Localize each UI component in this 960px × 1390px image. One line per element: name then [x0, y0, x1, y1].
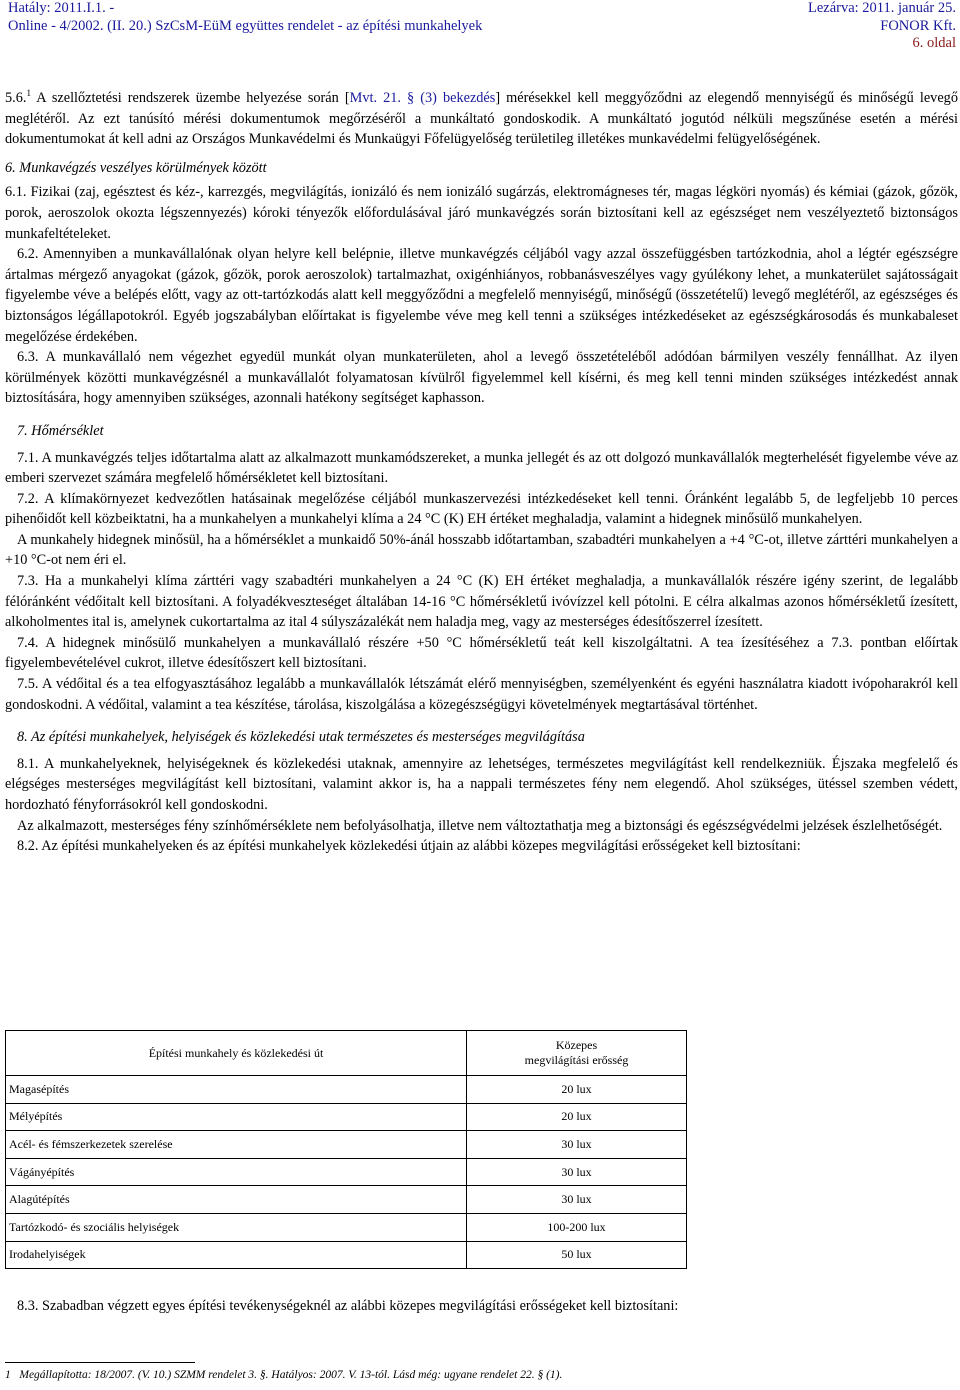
- footnote-number: 1: [5, 1369, 11, 1381]
- table-cell-lux: 30 lux: [467, 1158, 687, 1186]
- illumination-table: [5, 1030, 687, 1269]
- paragraph-6-1: 6.1. Fizikai (zaj, egésztest és kéz-, karrezgés, megvilágítás, ionizáló és nem ionizáló sugárzás, elektromágneses tér, magas légköri nyomás) és kémiai (gázok, gőzök, porok, aeroszolok okozta légszennyezés) kóroki tényezők előfordulásával járó munkavégzés során biztosítani kell az egészséget nem veszélyeztető biztonságos munkafeltételeket.: [5, 184, 958, 242]
- table-cell-lux: 20 lux: [467, 1103, 687, 1131]
- table-cell-lux: 30 lux: [467, 1131, 687, 1159]
- table-header-illuminance-line2: megvilágítási erősség: [524, 1053, 629, 1067]
- footnote: [5, 1369, 562, 1381]
- table-cell-lux: 50 lux: [467, 1241, 687, 1269]
- section-5-6-text-b: ] mérésekkel kell meggyőződni az elegendő mennyiségű és minőségű levegő meglétéről. Az ezt tanúsító mérési dokumentumok megőrzéséről a munkáltató gondoskodik. A munkáltató jogutód nélküli megszűnése esetén a mérési dokumentumokat át kell adni az Országos Munkavédelmi és Munkaügyi Főfelügyelőség területileg illetékes munkavédelmi felügyelőségének.: [5, 90, 958, 148]
- section-5-6: [5, 88, 958, 150]
- table-row: [6, 1103, 687, 1131]
- table-cell-place: Acél- és fémszerkezetek szerelése: [6, 1131, 467, 1159]
- header-page-number: 6. oldal: [912, 35, 956, 51]
- section-5-6-text-a: A szellőztetési rendszerek üzembe helyezése során [: [30, 90, 350, 106]
- table-cell-place: Magasépítés: [6, 1076, 467, 1104]
- table-row: [6, 1158, 687, 1186]
- header-left: [8, 0, 482, 35]
- table-row: [6, 1186, 687, 1214]
- table-cell-place: Tartózkodó- és szociális helyiségek: [6, 1213, 467, 1241]
- paragraph-7-2: 7.2. A klímakörnyezet kedvezőtlen hatásainak megelőzése céljából munkaszervezési intézkedéseket kell tenni. Óránként legalább 5, de legfeljebb 10 perces pihenőidőt kell közbeiktatni, ha a munkahelyen a munkahelyi klíma a 24 °C (K) EH értéket meghaladja, valamint a hidegnek minősülő munkahelyen.: [5, 490, 958, 528]
- table-header-row: [6, 1031, 687, 1076]
- section-6-heading: 6. Munkavégzés veszélyes körülmények között: [5, 159, 267, 176]
- table-row: [6, 1241, 687, 1269]
- table-cell-lux: 30 lux: [467, 1186, 687, 1214]
- paragraph-7-4: 7.4. A hidegnek minősülő munkahelyen a munkavállaló részére +50 °C hőmérsékletű teát kell kiszolgáltatni. A tea ízesítéséhez a 7.3. pontban előírtak figyelembevételével cukrot, illetve édesítőszert kell biztosítani.: [5, 634, 958, 672]
- paragraph-8-1-color: Az alkalmazott, mesterséges fény színhőmérséklete nem befolyásolhatja, illetve nem változtathatja meg a biztonsági és egészségvédelmi jelzések észlelhetőségét.: [17, 817, 943, 834]
- table-header-illuminance-line1: Közepes: [555, 1038, 598, 1052]
- law-reference-link[interactable]: Mvt. 21. § (3) bekezdés: [349, 90, 496, 106]
- section-7-heading: 7. Hőmérséklet: [17, 422, 104, 439]
- table-cell-lux: 100-200 lux: [467, 1213, 687, 1241]
- header-validity: Hatály: 2011.I.1. -: [8, 0, 115, 16]
- table-cell-place: Irodahelyiségek: [6, 1241, 467, 1269]
- table-header-place: Építési munkahely és közlekedési út: [6, 1031, 467, 1076]
- section-8-heading: 8. Az építési munkahelyek, helyiségek és közlekedési utak természetes és mesterséges megvilágítása: [17, 729, 585, 746]
- section-5-6-number: 5.6.: [5, 90, 27, 106]
- footnote-divider: [5, 1362, 195, 1363]
- header-publisher: FONOR Kft.: [880, 17, 956, 34]
- header-closed-date: Lezárva: 2011. január 25.: [807, 0, 956, 16]
- table-cell-place: Mélyépítés: [6, 1103, 467, 1131]
- paragraph-6-3: 6.3. A munkavállaló nem végezhet egyedül munkát olyan munkaterületen, ahol a levegő összetételéből adódóan bármilyen veszély fennállhat. Az ilyen körülmények közötti munkavégzésnél a munkavállalót folyamatosan kívülről figyelemmel kell kísérni, és meg kell tenni minden szükséges intézkedést annak biztosítására, hogy amennyiben szükséges, azonnali hatékony segítséget kaphasson.: [5, 349, 958, 407]
- table-cell-lux: 20 lux: [467, 1076, 687, 1104]
- section-8-3-block: [5, 1296, 958, 1316]
- table-row: [6, 1076, 687, 1104]
- table-cell-place: Alagútépítés: [6, 1186, 467, 1214]
- header-document-title: Online - 4/2002. (II. 20.) SzCsM-EüM együttes rendelet - az építési munkahelyek: [8, 17, 483, 34]
- paragraph-7-5: 7.5. A védőital és a tea elfogyasztásához legalább a munkavállalók létszámát elérő mennyiségben, személyenként és egyéni használatra kiadott ivópoharakról kell gondoskodni. A védőital, valamint a tea készítése, tárolása, kiszolgálása a közegészségügyi követelmények megtartásával történhet.: [5, 676, 958, 713]
- table-row: [6, 1131, 687, 1159]
- document-body: [5, 88, 958, 857]
- paragraph-7-2-cold: A munkahely hidegnek minősül, ha a hőmérséklet a munkaidő 50%-ánál hosszabb időtartamban, szabadtéri munkahelyen a +4 °C-ot, illetve zárttéri munkahelyen a +10 °C-ot nem éri el.: [5, 531, 958, 569]
- paragraph-8-1: 8.1. A munkahelyeknek, helyiségeknek és közlekedési utaknak, amennyire az lehetséges, természetes megvilágítást kell rendelkezniük. Éjszaka megfelelő és elégséges mesterséges megvilágítást kell biztosítani, valamint akkor is, ha a nappali természetes fény nem elegendő. Ahol szükséges, ütéssel szemben védett, hordozható fényforrásokról kell gondoskodni.: [5, 755, 958, 813]
- paragraph-7-3: 7.3. Ha a munkahelyi klíma zárttéri vagy szabadtéri munkahelyen a 24 °C (K) EH értéket meghaladja, a munkavállalók részére igény szerint, de legalább félóránként védőitalt kell biztosítani. A folyadékveszteséget általában 14-16 °C hőmérsékletű ivóvízzel kell pótolni. E célra alkalmas azonos hőmérsékletű ízesített, alkoholmentes ital is, amelynek cukortartalma az ital 4 súlyszázalékát nem haladja meg, vagy az mesterséges édesítőszerrel ízesített.: [5, 573, 958, 631]
- paragraph-6-2: 6.2. Amennyiben a munkavállalónak olyan helyre kell belépnie, illetve munkavégzés céljából vagy azzal összefüggésben tartózkodnia, ahol a légtér egészségre ártalmas mérgező anyagokat (gázok, gőzök, porok aeroszolok) tartalmazhat, oxigénhiányos, robbanásveszélyes vagy gyúlékony lehet, a munkaterület sajátosságait figyelembe véve a belépés előtt, vagy az ott-tartózkodás alatt kell meggyőződni a megfelelő mennyiségű, minőségű (összetételű) levegő meglétéről, az egészséges és biztonságos légállapotokról. Egyéb jogszabályban előírtakat is figyelembe véve meg kell tenni a szükséges intézkedéseket az egészségkárosodás és munkabaleset megelőzése érdekében.: [5, 246, 958, 345]
- footnote-ref[interactable]: 1: [26, 88, 31, 99]
- table-cell-place: Vágányépítés: [6, 1158, 467, 1186]
- table-header-illuminance: [467, 1031, 687, 1076]
- footnote-text: Megállapította: 18/2007. (V. 10.) SZMM rendelet 3. §. Hatályos: 2007. V. 13-tól. Lásd még: ugyane rendelet 22. § (1).: [19, 1369, 563, 1381]
- paragraph-8-2: 8.2. Az építési munkahelyeken és az építési munkahelyek közlekedési útjain az alábbi közepes megvilágítási erősségeket kell biztosítani:: [17, 838, 801, 855]
- page-header: [0, 0, 960, 60]
- paragraph-7-1: 7.1. A munkavégzés teljes időtartalma alatt az alkalmazott munkamódszereket, a munka jellegét és az ott dolgozó munkavállalók megterhelését figyelembe véve az emberi szervezet számára megfelelő hőmérsékletet kell biztosítani.: [5, 449, 958, 487]
- paragraph-8-3: 8.3. Szabadban végzett egyes építési tevékenységeknél az alábbi közepes megvilágítási erősségeket kell biztosítani:: [17, 1298, 679, 1314]
- table-row: [6, 1213, 687, 1241]
- header-right: [808, 0, 956, 53]
